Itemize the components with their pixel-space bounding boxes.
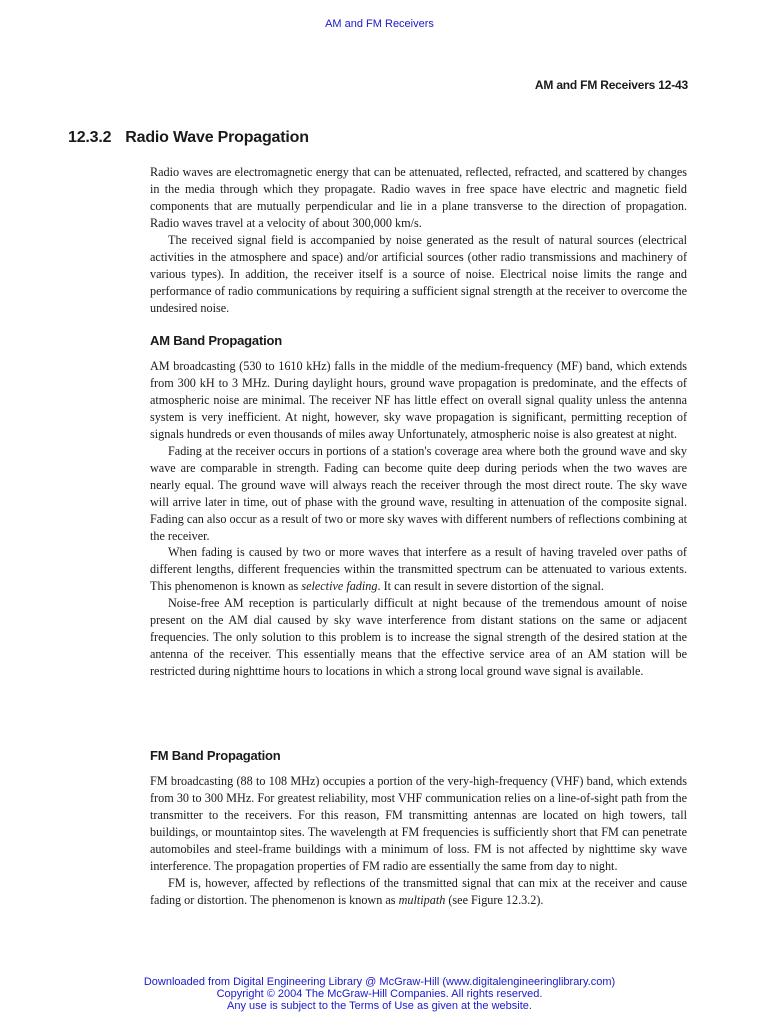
footer-terms[interactable]: Any use is subject to the Terms of Use as given at the website. <box>227 1000 532 1012</box>
footer-copyright[interactable]: Copyright © 2004 The McGraw-Hill Companies. All rights reserved. <box>216 988 543 1000</box>
running-head: AM and FM Receivers 12-43 <box>534 78 688 92</box>
am-band-heading: AM Band Propagation <box>150 333 282 348</box>
paragraph: Noise-free AM reception is particularly difficult at night because of the tremendous amount of noise present on the AM dial caused by sky wave interference from distant stations on the same or adjacent frequencies. The only solution to this problem is to increase the signal strength of the desired station at the antenna of the receiver. This essentially means that the effective service area of an AM station will be restricted during nighttime hours to locations in which a strong local ground wave signal is available. <box>150 596 687 679</box>
section-title <box>68 129 309 147</box>
term-multipath: multipath <box>398 892 446 907</box>
text-run: FM is, however, affected by reflections of the transmitted signal that can mix at the receiver and cause fading or distortion. The phenomenon is known as <box>150 875 687 907</box>
term-selective-fading: selective fading <box>301 579 378 594</box>
footer <box>0 976 759 1012</box>
section-body <box>150 164 687 317</box>
am-band-body <box>150 358 687 680</box>
paragraph: FM broadcasting (88 to 108 MHz) occupies a portion of the very-high-frequency (VHF) band, which extends from 30 to 300 MHz. For greatest reliability, most VHF communication relies on a line-of-sight path from the transmitter to the receivers. For this reason, FM transmitting antennas are located on high towers, tall buildings, or mountaintop sites. The wavelength at FM frequencies is sufficiently short that FM can penetrate automobiles and steel-frame buildings with a minimum of loss. FM is not affected by nighttime sky wave interference. The propagation properties of FM radio are essentially the same from day to night. <box>150 774 687 873</box>
paragraph <box>150 875 687 909</box>
paragraph: AM broadcasting (530 to 1610 kHz) falls in the middle of the medium-frequency (MF) band, which extends from 300 kH to 3 MHz. During daylight hours, ground wave propagation is predominate, and the effects of atmospheric noise are minimal. The receiver NF has little effect on overall signal quality unless the antenna system is very inefficient. At night, however, sky wave propagation is significant, permitting reception of signals hundreds or even thousands of miles away Unfortunately, atmospheric noise is also greatest at night. <box>150 359 687 441</box>
paragraph: Radio waves are electromagnetic energy that can be attenuated, reflected, refracted, and scattered by changes in the media through which they propagate. Radio waves in free space have electric and magnetic field components that are mutually perpendicular and lie in a plane transverse to the direction of propagation. Radio waves travel at a velocity of about 300,000 km/s. <box>150 165 687 230</box>
section-title-text: Radio Wave Propagation <box>125 129 309 146</box>
paragraph: Fading at the receiver occurs in portions of a station's coverage area where both the ground wave and sky wave are comparable in strength. Fading can become quite deep during periods when the two waves are nearly equal. The ground wave will always reach the receiver through the most direct route. The sky wave will arrive later in time, out of phase with the ground wave, resulting in attenuation of the composite signal. Fading can also occur as a result of two or more sky waves with different numbers of reflections combining at the receiver. <box>150 443 687 543</box>
fm-band-heading: FM Band Propagation <box>150 748 281 763</box>
paragraph: The received signal field is accompanied by noise generated as the result of natural sources (electrical activities in the atmosphere and space) and/or artificial sources (other radio transmissions and machinery of various types). In addition, the receiver itself is a source of noise. Electrical noise limits the range and performance of radio communications by requiring a sufficient signal strength at the receiver to overcome the undesired noise. <box>150 232 687 315</box>
text-run: . It can result in severe distortion of the signal. <box>377 579 604 594</box>
footer-download-link[interactable]: Downloaded from Digital Engineering Library @ McGraw-Hill (www.digitalengineeringlibrary.com) <box>143 976 616 988</box>
section-number: 12.3.2 <box>68 129 112 146</box>
text-run: When fading is caused by two or more waves that interfere as a result of having traveled over paths of different lengths, different frequencies within the transmitted spectrum can be attenuated to various extents. This phenomenon is known as <box>150 545 687 594</box>
paragraph <box>150 544 687 595</box>
text-run: (see Figure 12.3.2). <box>445 892 544 907</box>
top-link[interactable]: AM and FM Receivers <box>325 18 434 30</box>
fm-band-body <box>150 773 687 909</box>
